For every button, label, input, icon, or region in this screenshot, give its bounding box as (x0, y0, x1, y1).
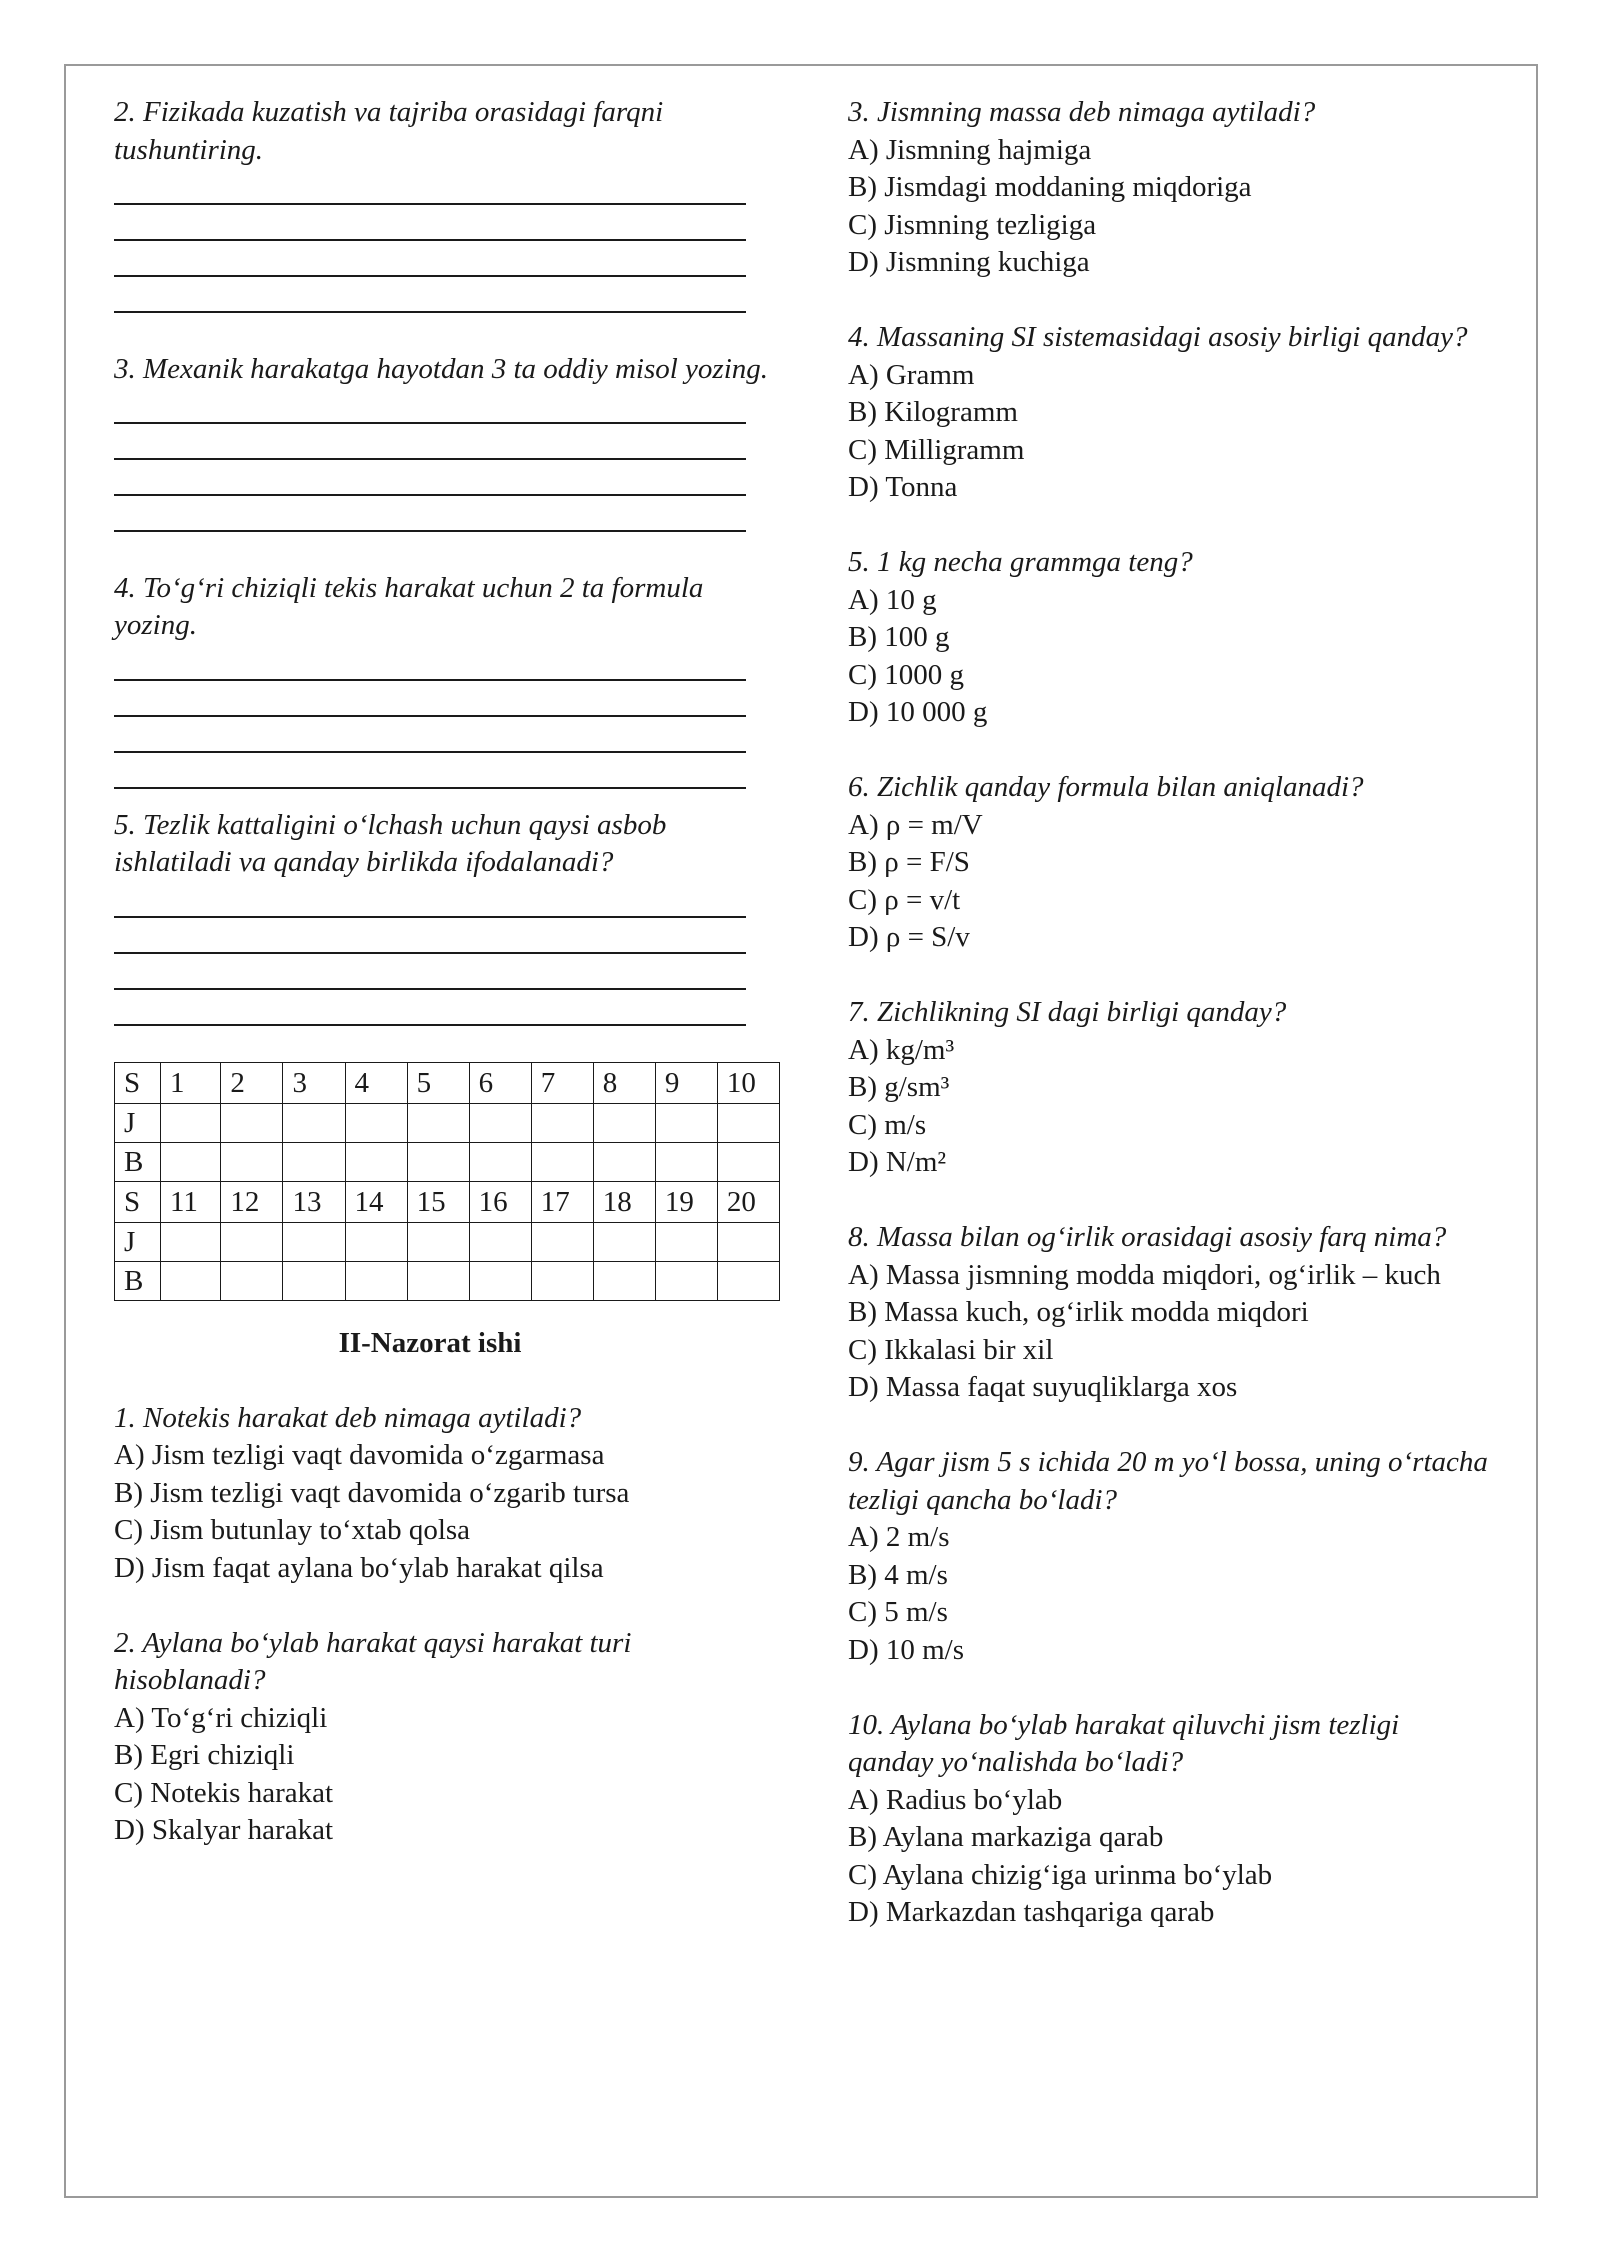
question-number-cell: 5 (407, 1062, 469, 1103)
question-text: 10. Aylana bo‘ylab harakat qiluvchi jism tezligi qanday yo‘nalishda bo‘ladi? (848, 1708, 1400, 1778)
question-number-cell: 15 (407, 1181, 469, 1222)
question-text: 5. 1 kg necha grammga teng? (848, 546, 1193, 578)
option-a[interactable]: A) Radius bo‘ylab (848, 1783, 1063, 1816)
answer-cell[interactable] (469, 1261, 531, 1300)
answer-cell[interactable] (469, 1222, 531, 1261)
answer-cell[interactable] (161, 1142, 221, 1181)
left-column (114, 94, 784, 1850)
option-a[interactable]: A) ρ = m/V (848, 808, 983, 841)
question-number-cell: 12 (221, 1181, 283, 1222)
answer-cell[interactable] (717, 1222, 779, 1261)
answer-cell[interactable] (283, 1261, 345, 1300)
answer-line[interactable] (114, 990, 746, 1026)
mc-question (848, 544, 1488, 732)
option-c[interactable]: C) Milligramm (848, 433, 1025, 466)
option-c[interactable]: C) Ikkalasi bir xil (848, 1333, 1054, 1366)
question-number-cell: 14 (345, 1181, 407, 1222)
option-a[interactable]: A) To‘g‘ri chiziqli (114, 1701, 328, 1734)
mc-question (848, 94, 1488, 282)
question-number-cell: 7 (531, 1062, 593, 1103)
question-number-cell: 16 (469, 1181, 531, 1222)
answer-line[interactable] (114, 205, 746, 241)
question-text: 1. Notekis harakat deb nimaga aytiladi? (114, 1401, 582, 1434)
answer-cell[interactable] (407, 1103, 469, 1142)
question-number-cell: 6 (469, 1062, 531, 1103)
option-b[interactable]: B) Aylana markaziga qarab (848, 1821, 1164, 1853)
mc-question (848, 1444, 1488, 1669)
option-b[interactable]: B) Jismdagi moddaning miqdoriga (848, 171, 1252, 203)
answer-line[interactable] (114, 954, 746, 990)
option-b[interactable]: B) Egri chiziqli (114, 1739, 295, 1771)
option-c[interactable]: C) Aylana chizig‘iga urinma bo‘ylab (848, 1858, 1273, 1891)
answer-table (114, 1062, 780, 1301)
answer-table-row (115, 1142, 780, 1181)
written-question (114, 94, 784, 313)
answer-cell[interactable] (593, 1261, 655, 1300)
answer-cell[interactable] (283, 1222, 345, 1261)
answer-cell[interactable] (407, 1261, 469, 1300)
answer-line[interactable] (114, 681, 746, 717)
answer-line[interactable] (114, 717, 746, 753)
question-number-cell: 3 (283, 1062, 345, 1103)
option-b[interactable]: B) 100 g (848, 621, 950, 653)
answer-cell[interactable] (345, 1103, 407, 1142)
answer-cell[interactable] (345, 1142, 407, 1181)
answer-cell[interactable] (531, 1261, 593, 1300)
answer-cell[interactable] (593, 1142, 655, 1181)
question-number-cell: 9 (655, 1062, 717, 1103)
option-a[interactable]: A) Jismning hajmiga (848, 133, 1092, 166)
mc-question (114, 1625, 784, 1850)
right-column (848, 94, 1488, 1932)
question-text: 6. Zichlik qanday formula bilan aniqlanadi? (848, 771, 1364, 803)
answer-cell[interactable] (161, 1103, 221, 1142)
answer-cell[interactable] (221, 1142, 283, 1181)
answer-cell[interactable] (655, 1142, 717, 1181)
option-c[interactable]: C) 5 m/s (848, 1596, 948, 1628)
answer-cell[interactable] (407, 1222, 469, 1261)
answer-cell[interactable] (221, 1222, 283, 1261)
option-a[interactable]: A) kg/m³ (848, 1033, 955, 1066)
question-number-cell: 13 (283, 1181, 345, 1222)
answer-cell[interactable] (531, 1222, 593, 1261)
answer-line[interactable] (114, 424, 746, 460)
answer-cell[interactable] (717, 1261, 779, 1300)
option-b[interactable]: B) Kilogramm (848, 396, 1018, 428)
option-d[interactable]: D) Markazdan tashqariga qarab (848, 1896, 1215, 1928)
option-c[interactable]: C) ρ = v/t (848, 883, 961, 916)
option-d[interactable]: D) Jismning kuchiga (848, 246, 1090, 278)
option-b[interactable]: B) Jism tezligi vaqt davomida o‘zgarib tursa (114, 1476, 630, 1509)
option-d[interactable]: D) N/m² (848, 1146, 947, 1178)
row-header-cell: S (115, 1181, 161, 1222)
option-c[interactable]: C) Jism butunlay to‘xtab qolsa (114, 1514, 471, 1546)
row-header-cell: S (115, 1062, 161, 1103)
answer-line[interactable] (114, 169, 746, 205)
option-b[interactable]: B) g/sm³ (848, 1071, 950, 1103)
answer-line[interactable] (114, 388, 746, 424)
answer-cell[interactable] (469, 1142, 531, 1181)
answer-table-row (115, 1103, 780, 1142)
answer-line[interactable] (114, 460, 746, 496)
row-header-cell: J (115, 1103, 161, 1142)
question-number-cell: 2 (221, 1062, 283, 1103)
mc-question (114, 1400, 784, 1588)
written-question (114, 807, 784, 1026)
row-header-cell: J (115, 1222, 161, 1261)
answer-table-row (115, 1181, 780, 1222)
option-c[interactable]: C) 1000 g (848, 658, 964, 691)
answer-table-row (115, 1261, 780, 1300)
answer-cell[interactable] (717, 1142, 779, 1181)
option-c[interactable]: C) Notekis harakat (114, 1776, 334, 1809)
answer-cell[interactable] (469, 1103, 531, 1142)
question-text: 5. Tezlik kattaligini o‘lchash uchun qaysi asbob ishlatiladi va qanday birlikda ifodalanadi? (114, 808, 667, 878)
option-d[interactable]: D) 10 m/s (848, 1633, 964, 1666)
question-number-cell: 17 (531, 1181, 593, 1222)
option-d[interactable]: D) Tonna (848, 471, 958, 503)
option-a[interactable]: A) 2 m/s (848, 1521, 950, 1553)
question-text: 7. Zichlikning SI dagi birligi qanday? (848, 996, 1287, 1028)
answer-cell[interactable] (221, 1261, 283, 1300)
answer-cell[interactable] (407, 1142, 469, 1181)
option-d[interactable]: D) 10 000 g (848, 696, 988, 728)
answer-cell[interactable] (283, 1103, 345, 1142)
answer-line[interactable] (114, 918, 746, 954)
answer-cell[interactable] (593, 1103, 655, 1142)
answer-cell[interactable] (655, 1103, 717, 1142)
answer-line[interactable] (114, 882, 746, 918)
answer-cell[interactable] (717, 1103, 779, 1142)
question-text: 4. To‘g‘ri chiziqli tekis harakat uchun 2 ta formula yozing. (114, 571, 704, 641)
answer-cell[interactable] (161, 1261, 221, 1300)
mc-question (848, 1707, 1488, 1932)
mc-question (848, 1219, 1488, 1407)
question-text: 9. Agar jism 5 s ichida 20 m yo‘l bossa, uning o‘rtacha tezligi qancha bo‘ladi? (848, 1446, 1488, 1516)
answer-cell[interactable] (345, 1261, 407, 1300)
mc-question (848, 994, 1488, 1182)
section-title: II-Nazorat ishi (338, 1326, 522, 1359)
answer-line[interactable] (114, 241, 746, 277)
option-b[interactable]: B) 4 m/s (848, 1558, 948, 1591)
question-text: 3. Jismning massa deb nimaga aytiladi? (848, 96, 1316, 128)
question-number-cell: 8 (593, 1062, 655, 1103)
answer-cell[interactable] (283, 1142, 345, 1181)
row-header-cell: B (115, 1142, 161, 1181)
option-a[interactable]: A) Gramm (848, 358, 975, 391)
written-question (114, 351, 784, 533)
question-number-cell: 11 (161, 1181, 221, 1222)
answer-cell[interactable] (531, 1103, 593, 1142)
option-d[interactable]: D) Jism faqat aylana bo‘ylab harakat qilsa (114, 1551, 604, 1584)
written-question (114, 570, 784, 789)
option-d[interactable]: D) Massa faqat suyuqliklarga xos (848, 1371, 1238, 1403)
answer-line[interactable] (114, 753, 746, 789)
question-text: 4. Massaning SI sistemasidagi asosiy birligi qanday? (848, 321, 1468, 353)
row-header-cell: B (115, 1261, 161, 1300)
option-d[interactable]: D) Skalyar harakat (114, 1814, 334, 1846)
answer-line[interactable] (114, 496, 746, 532)
question-number-cell: 18 (593, 1181, 655, 1222)
answer-cell[interactable] (655, 1261, 717, 1300)
answer-line[interactable] (114, 645, 746, 681)
answer-table-row (115, 1062, 780, 1103)
answer-cell[interactable] (221, 1103, 283, 1142)
option-c[interactable]: C) Jismning tezligiga (848, 208, 1097, 241)
answer-cell[interactable] (593, 1222, 655, 1261)
question-text: 2. Aylana bo‘ylab harakat qaysi harakat turi hisoblanadi? (114, 1626, 632, 1696)
answer-cell[interactable] (161, 1222, 221, 1261)
mc-question (848, 319, 1488, 507)
option-b[interactable]: B) ρ = F/S (848, 846, 970, 878)
answer-cell[interactable] (345, 1222, 407, 1261)
option-a[interactable]: A) Jism tezligi vaqt davomida o‘zgarmasa (114, 1439, 605, 1471)
question-number-cell: 20 (717, 1181, 779, 1222)
answer-table-row (115, 1222, 780, 1261)
option-d[interactable]: D) ρ = S/v (848, 921, 970, 953)
question-text: 2. Fizikada kuzatish va tajriba orasidagi farqni tushuntiring. (114, 96, 664, 166)
question-text: 8. Massa bilan og‘irlik orasidagi asosiy farq nima? (848, 1221, 1447, 1253)
answer-line[interactable] (114, 277, 746, 313)
question-number-cell: 10 (717, 1062, 779, 1103)
question-number-cell: 1 (161, 1062, 221, 1103)
option-c[interactable]: C) m/s (848, 1108, 927, 1141)
answer-cell[interactable] (531, 1142, 593, 1181)
option-a[interactable]: A) 10 g (848, 583, 937, 616)
mc-question (848, 769, 1488, 957)
option-a[interactable]: A) Massa jismning modda miqdori, og‘irlik – kuch (848, 1258, 1441, 1291)
option-b[interactable]: B) Massa kuch, og‘irlik modda miqdori (848, 1296, 1309, 1328)
question-text: 3. Mexanik harakatga hayotdan 3 ta oddiy misol yozing. (114, 352, 769, 385)
answer-cell[interactable] (655, 1222, 717, 1261)
question-number-cell: 19 (655, 1181, 717, 1222)
question-number-cell: 4 (345, 1062, 407, 1103)
